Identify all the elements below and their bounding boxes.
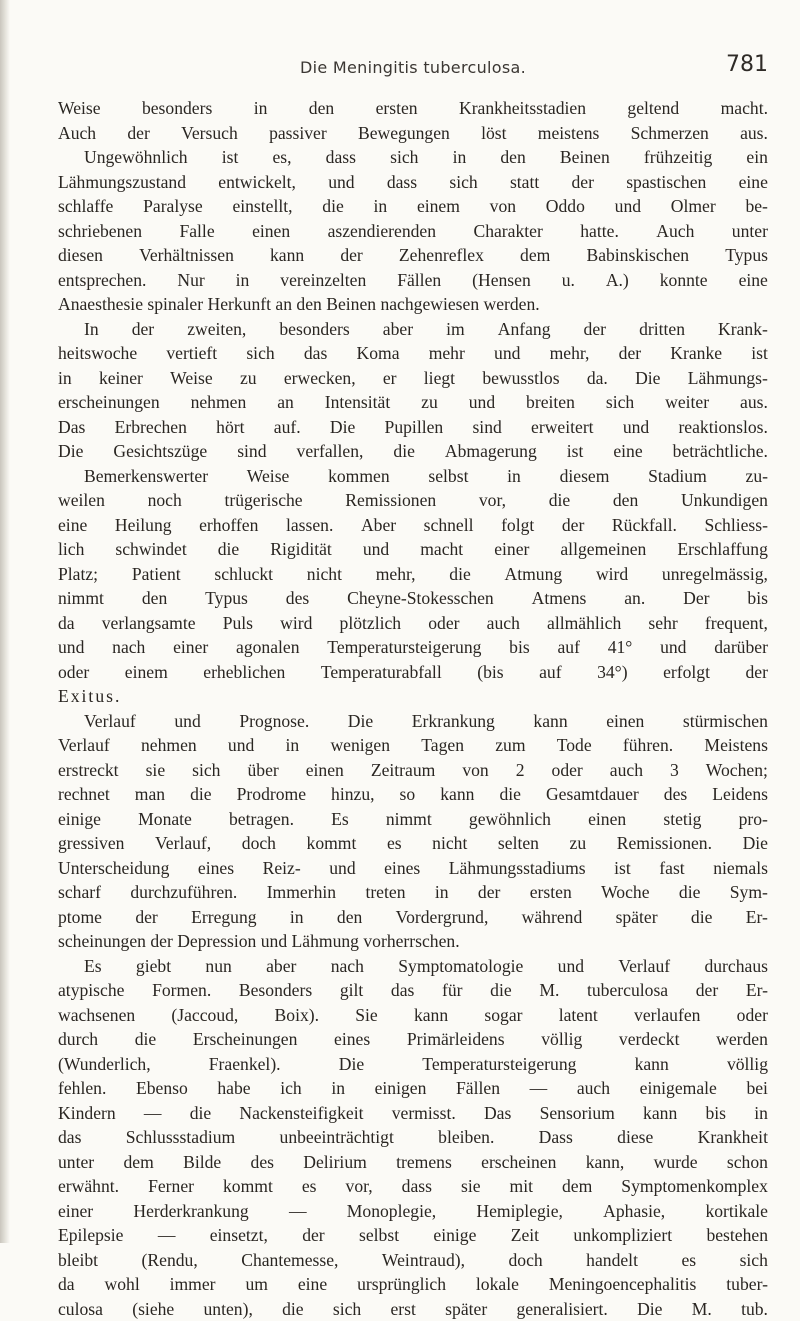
text-line: fehlen. Ebenso habe ich in einigen Fällen — auch einigemale bei <box>58 1076 768 1101</box>
text-line: bleibt (Rendu, Chantemesse, Weintraud), doch handelt es sich <box>58 1248 768 1273</box>
text-line: Das Erbrechen hört auf. Die Pupillen sind erweitert und reaktionslos. <box>58 415 768 440</box>
text-line: erscheinungen nehmen an Intensität zu und breiten sich weiter aus. <box>58 390 768 415</box>
text-line: rechnet man die Prodrome hinzu, so kann die Gesamtdauer des Leidens <box>58 782 768 807</box>
text-line: atypische Formen. Besonders gilt das für die M. tuberculosa der Er- <box>58 978 768 1003</box>
text-line: da wohl immer um eine ursprünglich lokale Meningoencephalitis tuber- <box>58 1272 768 1297</box>
text-line: durch die Erscheinungen eines Primärleidens völlig verdeckt werden <box>58 1027 768 1052</box>
text-line: Ungewöhnlich ist es, dass sich in den Beinen frühzeitig ein <box>58 145 768 170</box>
text-line: unter dem Bilde des Delirium tremens erscheinen kann, wurde schon <box>58 1150 768 1175</box>
text-line: Epilepsie — einsetzt, der selbst einige Zeit unkompliziert bestehen <box>58 1223 768 1248</box>
body-text <box>58 96 768 1321</box>
text-line: diesen Verhältnissen kann der Zehenreflex dem Babinskischen Typus <box>58 243 768 268</box>
text-line: schriebenen Falle einen aszendierenden Charakter hatte. Auch unter <box>58 219 768 244</box>
page-number: 781 <box>726 52 768 77</box>
text-line: erwähnt. Ferner kommt es vor, dass sie mit dem Symptomenkomplex <box>58 1174 768 1199</box>
text-line: Es giebt nun aber nach Symptomatologie und Verlauf durchaus <box>58 954 768 979</box>
text-line: Exitus. <box>58 684 768 709</box>
text-line: da verlangsamte Puls wird plötzlich oder auch allmählich sehr frequent, <box>58 611 768 636</box>
text-line: Platz; Patient schluckt nicht mehr, die Atmung wird unregelmässig, <box>58 562 768 587</box>
text-line: eine Heilung erhoffen lassen. Aber schnell folgt der Rückfall. Schliess- <box>58 513 768 538</box>
text-line: in keiner Weise zu erwecken, er liegt bewusstlos da. Die Lähmungs- <box>58 366 768 391</box>
text-line: entsprechen. Nur in vereinzelten Fällen (Hensen u. A.) konnte eine <box>58 268 768 293</box>
text-line: In der zweiten, besonders aber im Anfang der dritten Krank- <box>58 317 768 342</box>
text-line: Kindern — die Nackensteifigkeit vermisst. Das Sensorium kann bis in <box>58 1101 768 1126</box>
text-line: lich schwindet die Rigidität und macht einer allgemeinen Erschlaffung <box>58 537 768 562</box>
text-line: Bemerkenswerter Weise kommen selbst in diesem Stadium zu- <box>58 464 768 489</box>
text-line: das Schlussstadium unbeeinträchtigt bleiben. Dass diese Krankheit <box>58 1125 768 1150</box>
text-line: culosa (siehe unten), die sich erst später generalisiert. Die M. tub. <box>58 1297 768 1321</box>
text-line: scharf durchzuführen. Immerhin treten in der ersten Woche die Sym- <box>58 880 768 905</box>
text-line: wachsenen (Jaccoud, Boix). Sie kann sogar latent verlaufen oder <box>58 1003 768 1028</box>
text-line: Unterscheidung eines Reiz- und eines Lähmungsstadiums ist fast niemals <box>58 856 768 881</box>
text-line: weilen noch trügerische Remissionen vor, die den Unkundigen <box>58 488 768 513</box>
text-line: erstreckt sie sich über einen Zeitraum von 2 oder auch 3 Wochen; <box>58 758 768 783</box>
text-line: ptome der Erregung in den Vordergrund, während später die Er- <box>58 905 768 930</box>
text-line: scheinungen der Depression und Lähmung vorherrschen. <box>58 929 768 954</box>
text-line: heitswoche vertieft sich das Koma mehr und mehr, der Kranke ist <box>58 341 768 366</box>
text-line: schlaffe Paralyse einstellt, die in einem von Oddo und Olmer be- <box>58 194 768 219</box>
page-binding-shadow <box>0 0 10 1243</box>
text-line: Lähmungszustand entwickelt, und dass sich statt der spastischen eine <box>58 170 768 195</box>
text-line: Verlauf und Prognose. Die Erkrankung kann einen stürmischen <box>58 709 768 734</box>
text-line: Verlauf nehmen und in wenigen Tagen zum Tode führen. Meistens <box>58 733 768 758</box>
text-line: Auch der Versuch passiver Bewegungen löst meistens Schmerzen aus. <box>58 121 768 146</box>
text-line: und nach einer agonalen Temperatursteigerung bis auf 41° und darüber <box>58 635 768 660</box>
text-line: nimmt den Typus des Cheyne-Stokesschen Atmens an. Der bis <box>58 586 768 611</box>
text-line: Anaesthesie spinaler Herkunft an den Beinen nachgewiesen werden. <box>58 292 768 317</box>
text-line: (Wunderlich, Fraenkel). Die Temperatursteigerung kann völlig <box>58 1052 768 1077</box>
text-line: Die Gesichtszüge sind verfallen, die Abmagerung ist eine beträchtliche. <box>58 439 768 464</box>
text-line: einige Monate betragen. Es nimmt gewöhnlich einen stetig pro- <box>58 807 768 832</box>
text-line: gressiven Verlauf, doch kommt es nicht selten zu Remissionen. Die <box>58 831 768 856</box>
text-line: einer Herderkrankung — Monoplegie, Hemiplegie, Aphasie, kortikale <box>58 1199 768 1224</box>
running-title: Die Meningitis tuberculosa. <box>58 58 768 77</box>
text-line: oder einem erheblichen Temperaturabfall (bis auf 34°) erfolgt der <box>58 660 768 685</box>
text-line: Weise besonders in den ersten Krankheitsstadien geltend macht. <box>58 96 768 121</box>
page-header <box>58 52 768 82</box>
